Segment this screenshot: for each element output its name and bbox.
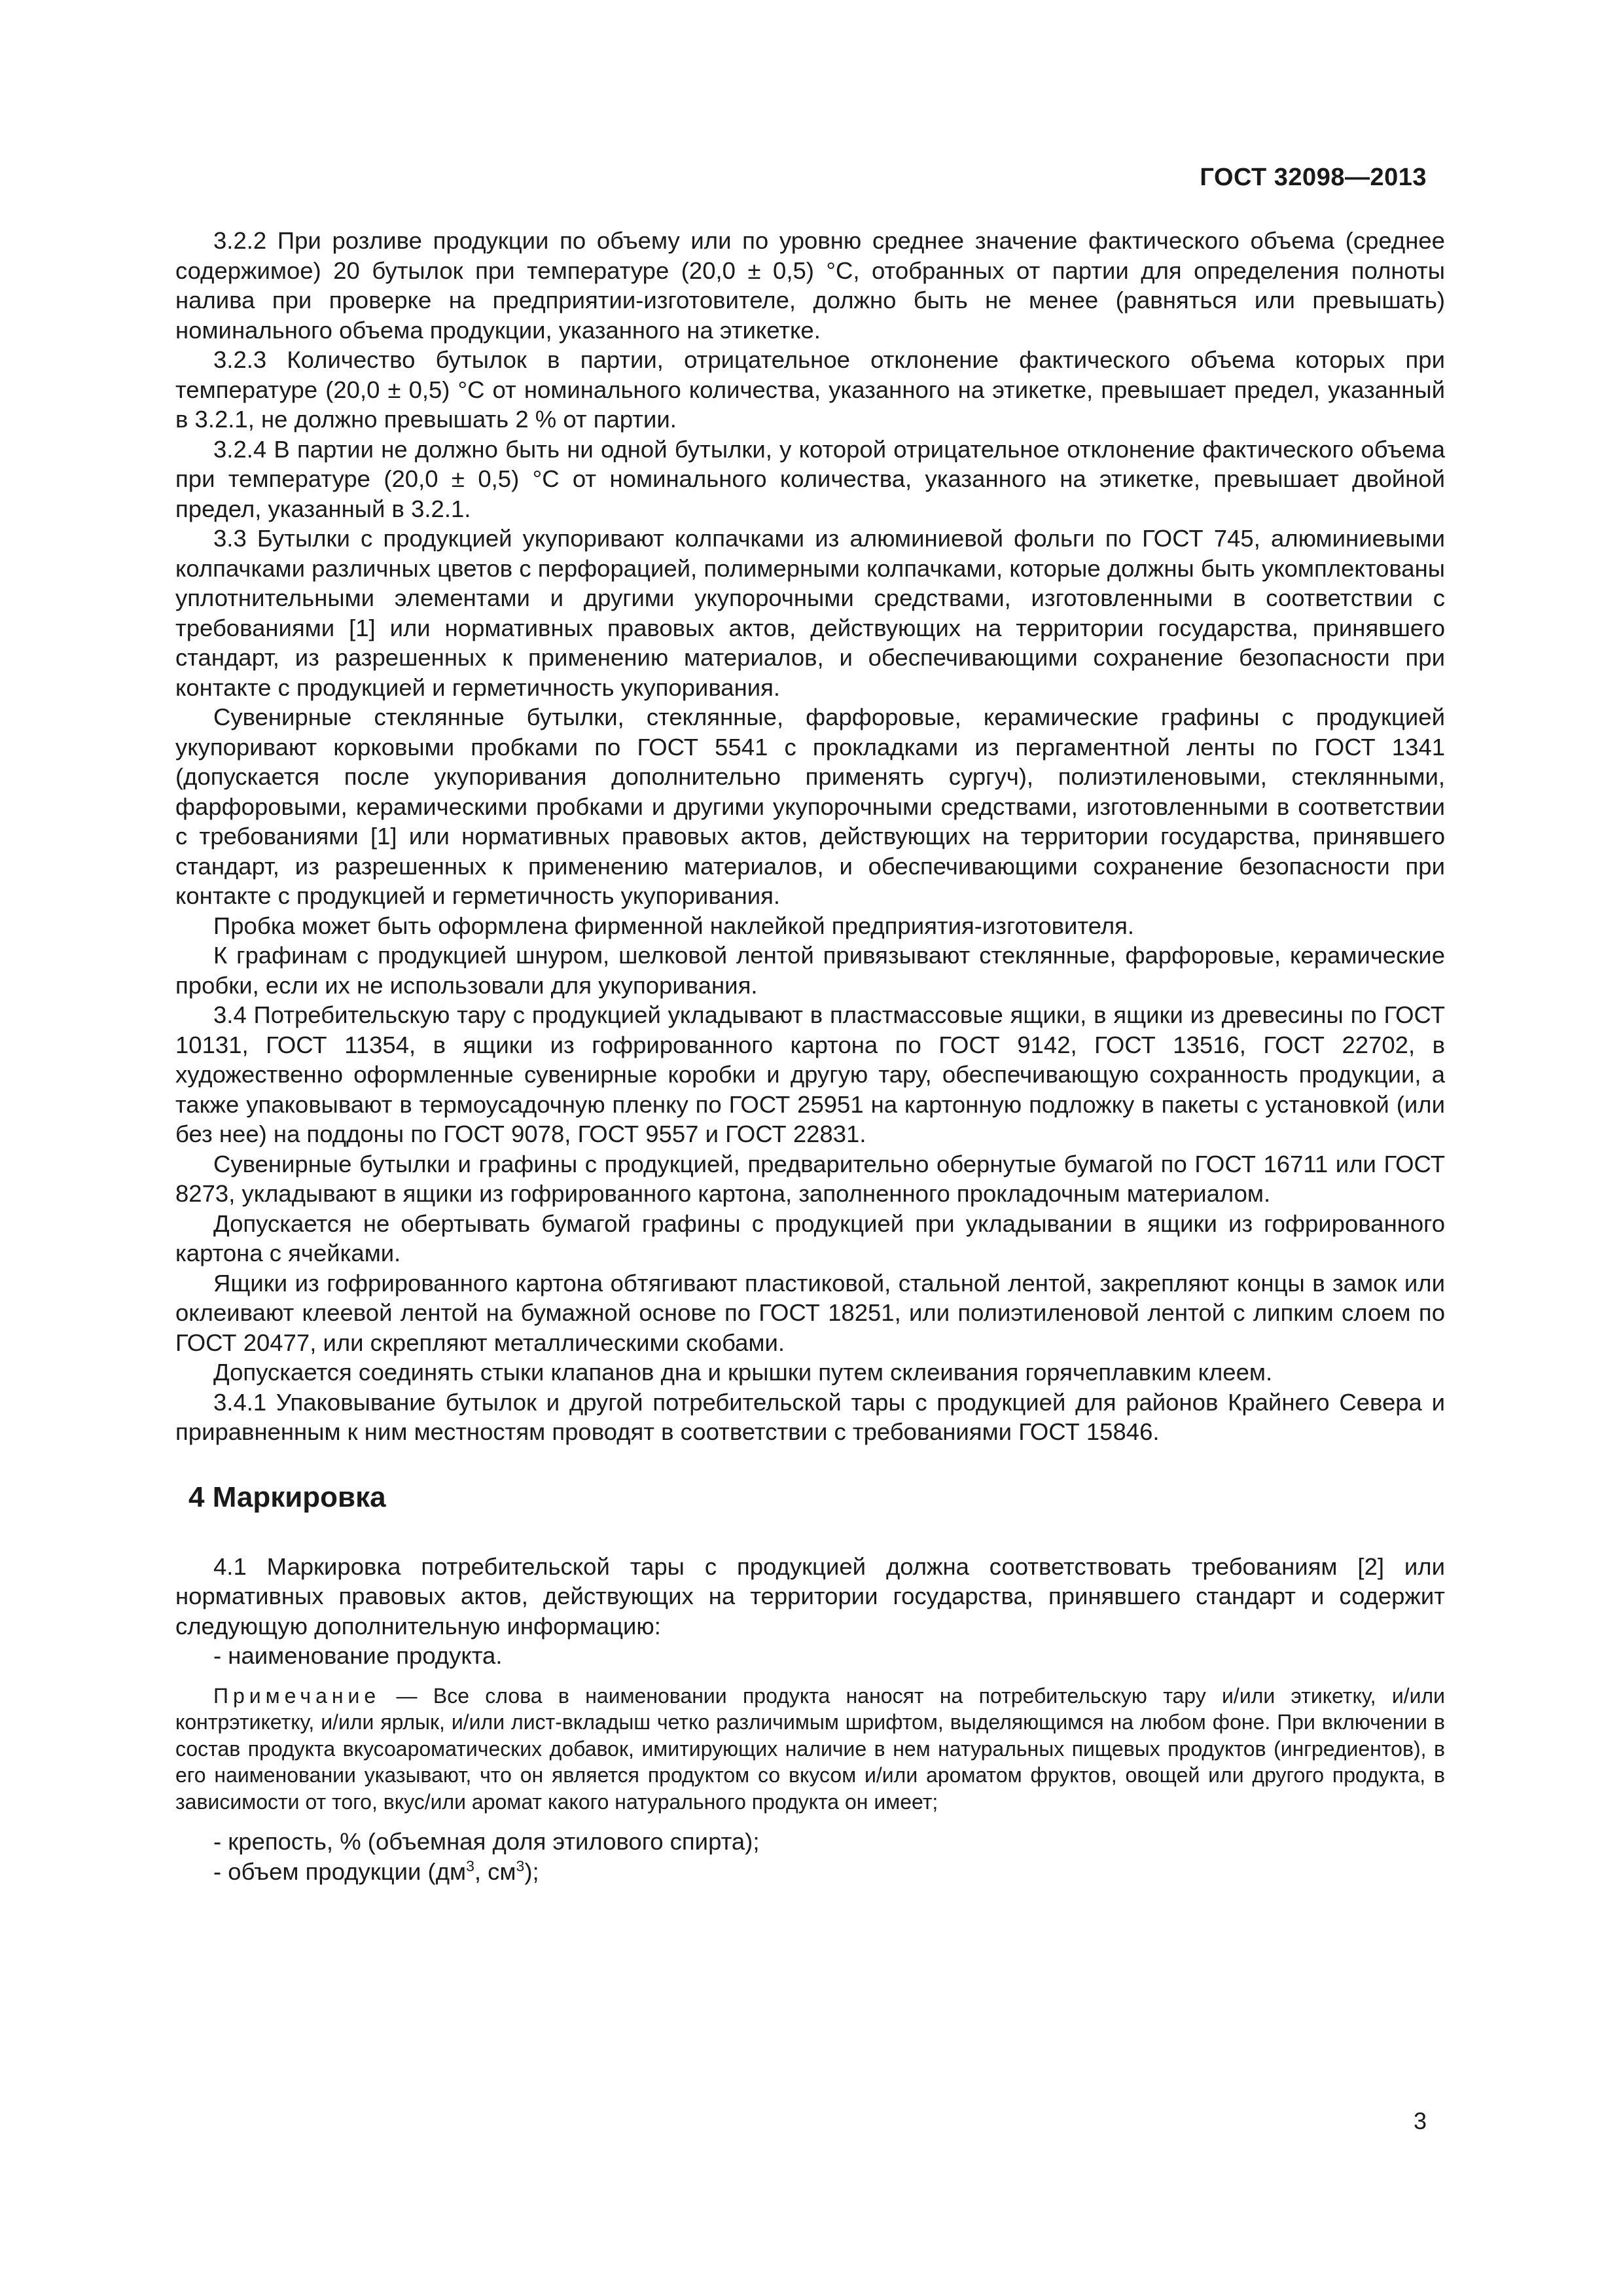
- paragraph-souvenir-wrapping: Сувенирные бутылки и графины с продукцией, предварительно обернутые бумагой по ГОСТ 16711 или ГОСТ 8273, укладывают в ящики из гофрированного картона, заполненного прокладочным материалом.: [175, 1150, 1445, 1207]
- volume-prefix: - объем продукции (дм: [213, 1857, 467, 1885]
- paragraph-3-2-4: 3.2.4 В партии не должно быть ни одной бутылки, у которой отрицательное отклонение фактического объема при температуре (20,0 ± 0,5) °С от номинального количества, указанного на этикетке, превышает двойной предел, указанный в 3.2.1.: [175, 435, 1445, 522]
- volume-suffix: );: [524, 1857, 539, 1885]
- paragraph-3-2-3: 3.2.3 Количество бутылок в партии, отрицательное отклонение фактического объема которых при температуре (20,0 ± 0,5) °С от номинального количества, указанного на этикетке, превышает предел, указанный в 3.2.1, не должно превышать 2 % от партии.: [175, 346, 1445, 433]
- paragraph-3-3: 3.3 Бутылки с продукцией укупоривают колпачками из алюминиевой фольги по ГОСТ 745, алюминиевыми колпачками различных цветов с перфорацией, полимерными колпачками, которые должны быть укомплектованы уплотнительными элементами и другими укупорочными средствами, изготовленными в соответствии с требованиями [1] или нормативных правовых актов, действующих на территории государства, принявшего стандарт, из разрешенных к применению материалов, и обеспечивающими сохранение безопасности при контакте с продукцией и герметичность укупоривания.: [175, 525, 1445, 701]
- page-number: 3: [1413, 2108, 1427, 2134]
- paragraph-3-4: 3.4 Потребительскую тару с продукцией укладывают в пластмассовые ящики, в ящики из древесины по ГОСТ 10131, ГОСТ 11354, в ящики из гофрированного картона по ГОСТ 9142, ГОСТ 13516, ГОСТ 22702, в художественно оформленные сувенирные коробки и другую тару, обеспечивающую сохранность продукции, а также упаковывают в термоусадочную пленку по ГОСТ 25951 на картонную подложку в пакеты с установкой (или без нее) на поддоны по ГОСТ 9078, ГОСТ 9557 и ГОСТ 22831.: [175, 1001, 1445, 1147]
- paragraph-cork-label: Пробка может быть оформлена фирменной наклейкой предприятия-изготовителя.: [213, 912, 1135, 939]
- paragraph-3-2-2: 3.2.2 При розливе продукции по объему или по уровню среднее значение фактического объема (среднее содержимое) 20 бутылок при температуре (20,0 ± 0,5) °С, отобранных от партии для определения полноты налива при проверке на предприятии-изготовителе, должно быть не менее (равняться или превышать) номинального объема продукции, указанного на этикетке.: [175, 227, 1445, 344]
- paragraph-carafe-stoppers: К графинам с продукцией шнуром, шелковой лентой привязывают стеклянные, фарфоровые, керамические пробки, если их не использовали для укупоривания.: [175, 942, 1445, 999]
- volume-sup-cm: 3: [516, 1857, 525, 1874]
- paragraph-box-strapping: Ящики из гофрированного картона обтягивают пластиковой, стальной лентой, закрепляют концы в замок или оклеивают клеевой лентой на бумажной основе по ГОСТ 18251, или полиэтиленовой лентой с липким слоем по ГОСТ 20477, или скрепляют металлическими скобами.: [175, 1269, 1445, 1356]
- paragraph-souvenir-bottles: Сувенирные стеклянные бутылки, стеклянные, фарфоровые, керамические графины с продукцией укупоривают корковыми пробками по ГОСТ 5541 с прокладками из пергаментной ленты по ГОСТ 1341 (допускается после укупоривания дополнительно применять сургуч), полиэтиленовыми, стеклянными, фарфоровыми, керамическими пробками и другими укупорочными средствами, изготовленными в соответствии с требованиями [1] или нормативных правовых актов, действующих на территории государства, принявшего стандарт, из разрешенных к применению материалов, и обеспечивающими сохранение безопасности при контакте с продукцией и герметичность укупоривания.: [175, 704, 1445, 909]
- list-item-product-name: - наименование продукта.: [213, 1642, 503, 1669]
- list-item-strength: - крепость, % (объемная доля этилового спирта);: [213, 1828, 760, 1855]
- note-label: Примечание: [213, 1683, 381, 1708]
- paragraph-4-1: 4.1 Маркировка потребительской тары с продукцией должна соответствовать требованиям [2] или нормативных правовых актов, действующих на территории государства, принявшего стандарт и содержит следующую дополнительную информацию:: [175, 1552, 1445, 1640]
- note-paragraph: [175, 1683, 1445, 1816]
- volume-mid: , см: [474, 1857, 516, 1885]
- section-4-heading: 4 Маркировка: [188, 1480, 386, 1513]
- paragraph-glue-joints: Допускается соединять стыки клапанов дна и крышки путем склеивания горячеплавким клеем.: [213, 1359, 1273, 1386]
- note-text: — Все слова в наименовании продукта наносят на потребительскую тару и/или этикетку, и/или контрэтикетку, и/или ярлык, и/или лист-вкладыш четко различимым шрифтом, выделяющимся на любом фоне. При включении в состав продукта вкусоароматических добавок, имитирующих наличие в нем натуральных пищевых продуктов (ингредиентов), в его наименовании указывают, что он является продуктом со вкусом и/или ароматом фруктов, овощей или другого продукта, в зависимости от того, вкус/или аромат какого натурального продукта он имеет;: [175, 1683, 1445, 1814]
- paragraph-3-4-1: 3.4.1 Упаковывание бутылок и другой потребительской тары с продукцией для районов Крайнего Севера и приравненным к ним местностям проводят в соответствии с требованиями ГОСТ 15846.: [175, 1388, 1445, 1445]
- paragraph-no-wrapping: Допускается не обертывать бумагой графины с продукцией при укладывании в ящики из гофрированного картона с ячейками.: [175, 1210, 1445, 1266]
- document-body: [175, 226, 1445, 1886]
- note-block: [175, 1683, 1445, 1816]
- list-item-volume: [175, 1857, 1445, 1887]
- document-header: ГОСТ 32098—2013: [1200, 164, 1427, 191]
- volume-sup-dm: 3: [466, 1857, 474, 1874]
